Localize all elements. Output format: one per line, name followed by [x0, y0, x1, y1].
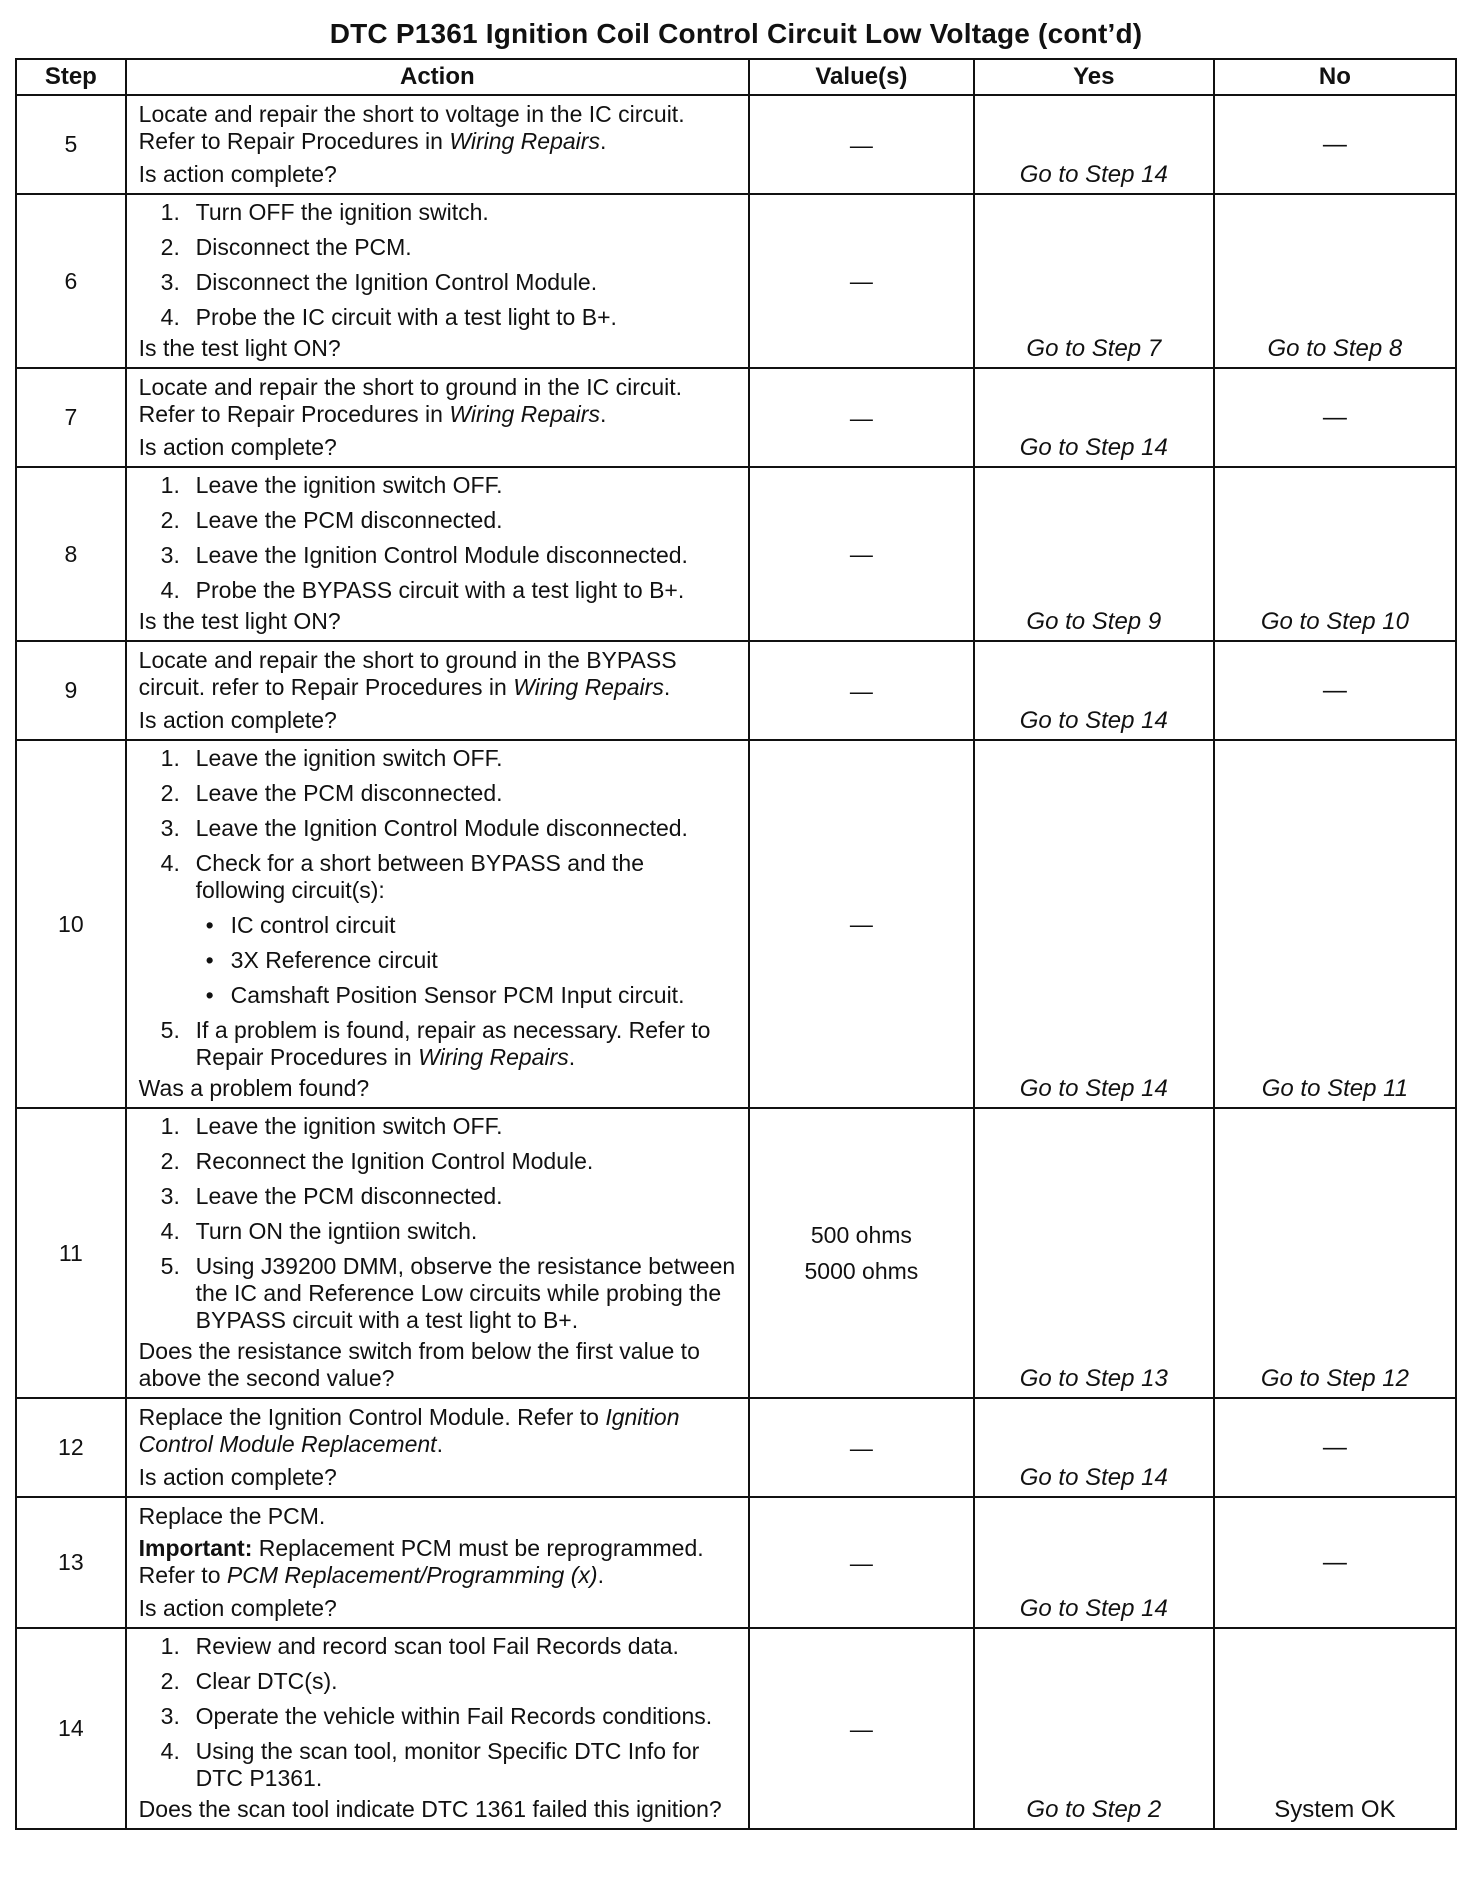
- action-step: [139, 1113, 738, 1140]
- step-number: 14: [16, 1628, 126, 1829]
- circuit-name: IC control circuit: [230, 912, 396, 938]
- action-step: [139, 542, 738, 569]
- circuit-list: [196, 912, 738, 1009]
- step-number: 9: [16, 641, 126, 740]
- value-dash: —: [849, 268, 873, 294]
- value-cell: [749, 1497, 974, 1628]
- action-step: [139, 472, 738, 499]
- table-row: [16, 467, 1456, 641]
- step-index: 4.: [160, 1738, 180, 1764]
- action-step: [139, 1017, 738, 1071]
- action-question: Is action complete?: [138, 707, 337, 733]
- step-index: 1.: [160, 1113, 180, 1139]
- step-index: 2.: [160, 1148, 180, 1174]
- action-step: [139, 234, 738, 261]
- text-run: Replace the PCM.: [138, 1503, 326, 1529]
- no-result: Go to Step 12: [1260, 1365, 1409, 1392]
- value-line: 5000 ohms: [804, 1258, 919, 1284]
- diagnostic-table: [15, 58, 1457, 1830]
- value-cell: [749, 194, 974, 368]
- action-paragraph: [139, 647, 738, 701]
- yes-result: Go to Step 7: [1026, 335, 1162, 362]
- step-text: Turn OFF the ignition switch.: [195, 199, 489, 225]
- action-paragraph: [139, 1503, 738, 1530]
- step-index: 2.: [160, 780, 180, 806]
- yes-result: Go to Step 14: [1019, 1595, 1168, 1622]
- yes-result: Go to Step 14: [1019, 1075, 1168, 1102]
- action-question: Does the resistance switch from below the first value to above the second value?: [138, 1338, 700, 1391]
- step-number: 12: [16, 1398, 126, 1497]
- step-index: 4.: [160, 304, 180, 330]
- step-text: Leave the ignition switch OFF.: [195, 472, 503, 498]
- text-run: Locate and repair the short to ground in the BYPASS circuit. refer to Repair Procedures in: [138, 647, 677, 700]
- step-number: 7: [16, 368, 126, 467]
- no-cell: [1214, 194, 1456, 368]
- yes-result: Go to Step 14: [1019, 707, 1168, 734]
- action-step: [139, 1148, 738, 1175]
- value-dash: —: [849, 541, 873, 567]
- step-index: 1.: [160, 1633, 180, 1659]
- yes-cell: [974, 95, 1214, 194]
- no-result: —: [1322, 676, 1347, 704]
- text-run: Important:: [138, 1535, 253, 1561]
- value-cell: [749, 641, 974, 740]
- action-step: [139, 1633, 738, 1660]
- step-number: 6: [16, 194, 126, 368]
- step-text: Turn ON the igntiion switch.: [195, 1218, 478, 1244]
- yes-cell: [974, 641, 1214, 740]
- yes-result: Go to Step 14: [1019, 161, 1168, 188]
- action-paragraph: [139, 101, 738, 155]
- step-number: 5: [16, 95, 126, 194]
- no-cell: [1214, 641, 1456, 740]
- action-paragraph: [139, 1404, 738, 1458]
- step-text: Review and record scan tool Fail Records data.: [195, 1633, 679, 1659]
- yes-result: Go to Step 9: [1026, 608, 1162, 635]
- value-cell: [749, 95, 974, 194]
- action-cell: [126, 1497, 749, 1628]
- step-text: Probe the BYPASS circuit with a test light to B+.: [195, 577, 685, 603]
- table-body: [16, 95, 1456, 1829]
- table-row: [16, 1398, 1456, 1497]
- yes-result: Go to Step 14: [1019, 434, 1168, 461]
- action-cell: [126, 1628, 749, 1829]
- text-run: .: [663, 674, 671, 700]
- yes-cell: [974, 1108, 1214, 1398]
- action-step: [139, 850, 738, 1009]
- step-text: Reconnect the Ignition Control Module.: [195, 1148, 594, 1174]
- table-row: [16, 1108, 1456, 1398]
- action-question: Is action complete?: [138, 161, 337, 187]
- action-question: Is the test light ON?: [138, 608, 341, 634]
- step-index: 3.: [160, 269, 180, 295]
- action-paragraph: [139, 374, 738, 428]
- action-cell: [126, 368, 749, 467]
- step-index: 4.: [160, 850, 180, 876]
- step-text: Leave the Ignition Control Module disconnected.: [195, 542, 688, 568]
- table-header-row: [16, 59, 1456, 95]
- action-steps: [139, 1633, 738, 1792]
- action-step: [139, 1218, 738, 1245]
- header-step: Step: [16, 59, 126, 95]
- value-cell: [749, 1108, 974, 1398]
- value-dash: —: [849, 677, 873, 704]
- header-action: Action: [126, 59, 749, 95]
- action-cell: [126, 1398, 749, 1497]
- yes-cell: [974, 368, 1214, 467]
- value-dash: —: [849, 911, 873, 937]
- value-dash: —: [849, 1715, 873, 1742]
- step-number: 10: [16, 740, 126, 1108]
- value-cell: [749, 1398, 974, 1497]
- text-run: Locate and repair the short to ground in the IC circuit. Refer to Repair Procedures in: [138, 374, 683, 427]
- text-run: Wiring Repairs: [449, 401, 600, 427]
- action-question: Is action complete?: [138, 1464, 337, 1490]
- no-cell: [1214, 1628, 1456, 1829]
- action-question: Is the test light ON?: [138, 335, 341, 361]
- text-run: .: [599, 401, 607, 427]
- no-cell: [1214, 1108, 1456, 1398]
- text-run: Replacement PCM must be reprogrammed. Refer to: [138, 1535, 704, 1588]
- action-step: [139, 745, 738, 772]
- step-index: 3.: [160, 1183, 180, 1209]
- step-index: 3.: [160, 1703, 180, 1729]
- step-text: Leave the PCM disconnected.: [195, 780, 503, 806]
- yes-result: Go to Step 2: [1026, 1796, 1162, 1823]
- yes-cell: [974, 194, 1214, 368]
- text-run: .: [597, 1562, 604, 1588]
- no-cell: [1214, 740, 1456, 1108]
- yes-cell: [974, 1497, 1214, 1628]
- step-index: 2.: [160, 1668, 180, 1694]
- circuit-item: [196, 912, 738, 939]
- step-index: 5.: [160, 1253, 180, 1279]
- no-result: System OK: [1274, 1796, 1396, 1823]
- action-cell: [126, 467, 749, 641]
- step-number: 11: [16, 1108, 126, 1398]
- header-yes: Yes: [974, 59, 1214, 95]
- no-result: —: [1322, 1433, 1347, 1461]
- action-step: [139, 1668, 738, 1695]
- text-run: PCM Replacement/Programming (x): [226, 1562, 598, 1588]
- yes-cell: [974, 467, 1214, 641]
- no-result: Go to Step 11: [1261, 1075, 1409, 1102]
- action-step: [139, 1183, 738, 1210]
- value-dash: —: [849, 1434, 873, 1461]
- step-text: Leave the ignition switch OFF.: [195, 1113, 503, 1139]
- no-cell: [1214, 95, 1456, 194]
- circuit-item: [196, 982, 738, 1009]
- step-index: 1.: [160, 472, 180, 498]
- action-step: [139, 1738, 738, 1792]
- page-title: DTC P1361 Ignition Coil Control Circuit Low Voltage (cont’d): [329, 18, 1143, 49]
- step-index: 4.: [160, 577, 180, 603]
- text-run: Wiring Repairs: [449, 128, 600, 154]
- action-step: [139, 815, 738, 842]
- text-run: Wiring Repairs: [418, 1044, 569, 1070]
- circuit-item: [196, 947, 738, 974]
- value-dash: —: [849, 404, 873, 431]
- no-result: Go to Step 8: [1267, 335, 1403, 362]
- action-steps: [139, 1113, 738, 1334]
- table-row: [16, 1628, 1456, 1829]
- step-index: 1.: [160, 199, 180, 225]
- value-cell: [749, 368, 974, 467]
- value-cell: [749, 740, 974, 1108]
- action-cell: [126, 740, 749, 1108]
- action-cell: [126, 641, 749, 740]
- text-run: Replace the Ignition Control Module. Refer to: [138, 1404, 606, 1430]
- table-row: [16, 1497, 1456, 1628]
- step-text: Operate the vehicle within Fail Records conditions.: [195, 1703, 713, 1729]
- no-cell: [1214, 368, 1456, 467]
- circuit-name: Camshaft Position Sensor PCM Input circuit.: [230, 982, 685, 1008]
- yes-cell: [974, 1398, 1214, 1497]
- bullet-icon: •: [205, 982, 214, 1008]
- no-cell: [1214, 1497, 1456, 1628]
- yes-cell: [974, 1628, 1214, 1829]
- no-cell: [1214, 467, 1456, 641]
- value-dash: —: [849, 131, 873, 158]
- action-cell: [126, 95, 749, 194]
- table-row: [16, 641, 1456, 740]
- action-step: [139, 269, 738, 296]
- bullet-icon: •: [205, 912, 214, 938]
- step-index: 4.: [160, 1218, 180, 1244]
- no-result: —: [1322, 1548, 1347, 1576]
- yes-result: Go to Step 14: [1019, 1464, 1168, 1491]
- action-step: [139, 507, 738, 534]
- table-row: [16, 194, 1456, 368]
- step-text: Check for a short between BYPASS and the following circuit(s):: [195, 850, 645, 903]
- action-steps: [139, 745, 738, 1071]
- no-result: —: [1322, 403, 1347, 431]
- step-text: Using J39200 DMM, observe the resistance between the IC and Reference Low circuits while probing the BYPASS circuit with a test light to B+.: [195, 1253, 736, 1333]
- step-text: Using the scan tool, monitor Specific DTC Info for DTC P1361.: [195, 1738, 700, 1791]
- action-step: [139, 304, 738, 331]
- action-important-note: [139, 1535, 738, 1589]
- value-dash: —: [849, 1549, 873, 1576]
- action-question: Is action complete?: [138, 434, 337, 460]
- step-text: Probe the IC circuit with a test light to B+.: [195, 304, 617, 330]
- action-step: [139, 199, 738, 226]
- action-steps: [139, 472, 738, 604]
- action-cell: [126, 194, 749, 368]
- step-text: Leave the PCM disconnected.: [195, 1183, 503, 1209]
- step-text: Leave the ignition switch OFF.: [195, 745, 503, 771]
- action-cell: [126, 1108, 749, 1398]
- action-steps: [139, 199, 738, 331]
- value-cell: [749, 1628, 974, 1829]
- circuit-name: 3X Reference circuit: [230, 947, 438, 973]
- step-index: 1.: [160, 745, 180, 771]
- step-index: 2.: [160, 234, 180, 260]
- text-run: .: [568, 1044, 576, 1070]
- step-text: Disconnect the PCM.: [195, 234, 412, 260]
- text-run: .: [599, 128, 607, 154]
- table-row: [16, 740, 1456, 1108]
- header-values: Value(s): [749, 59, 974, 95]
- text-run: Locate and repair the short to voltage in the IC circuit. Refer to Repair Procedures in: [138, 101, 685, 154]
- yes-cell: [974, 740, 1214, 1108]
- step-text: Clear DTC(s).: [195, 1668, 338, 1694]
- action-step: [139, 577, 738, 604]
- bullet-icon: •: [205, 947, 214, 973]
- step-index: 3.: [160, 815, 180, 841]
- step-text: Leave the PCM disconnected.: [195, 507, 503, 533]
- table-row: [16, 368, 1456, 467]
- value-line: 500 ohms: [810, 1222, 912, 1248]
- no-result: —: [1322, 130, 1347, 158]
- step-index: 2.: [160, 507, 180, 533]
- header-no: No: [1214, 59, 1456, 95]
- yes-result: Go to Step 13: [1019, 1365, 1168, 1392]
- action-question: Does the scan tool indicate DTC 1361 failed this ignition?: [138, 1796, 722, 1822]
- step-number: 13: [16, 1497, 126, 1628]
- step-index: 5.: [160, 1017, 180, 1043]
- step-text: Disconnect the Ignition Control Module.: [195, 269, 598, 295]
- action-step: [139, 780, 738, 807]
- text-run: Ignition Control Module Replacement: [138, 1404, 680, 1457]
- action-question: Is action complete?: [138, 1595, 337, 1621]
- text-run: .: [436, 1431, 443, 1457]
- action-step: [139, 1703, 738, 1730]
- action-step: [139, 1253, 738, 1334]
- no-result: Go to Step 10: [1260, 608, 1409, 635]
- table-row: [16, 95, 1456, 194]
- text-run: If a problem is found, repair as necessary. Refer to Repair Procedures in: [195, 1017, 711, 1070]
- step-index: 3.: [160, 542, 180, 568]
- text-run: Wiring Repairs: [513, 674, 664, 700]
- step-number: 8: [16, 467, 126, 641]
- no-cell: [1214, 1398, 1456, 1497]
- value-cell: [749, 467, 974, 641]
- step-text: Leave the Ignition Control Module disconnected.: [195, 815, 688, 841]
- action-question: Was a problem found?: [138, 1075, 370, 1101]
